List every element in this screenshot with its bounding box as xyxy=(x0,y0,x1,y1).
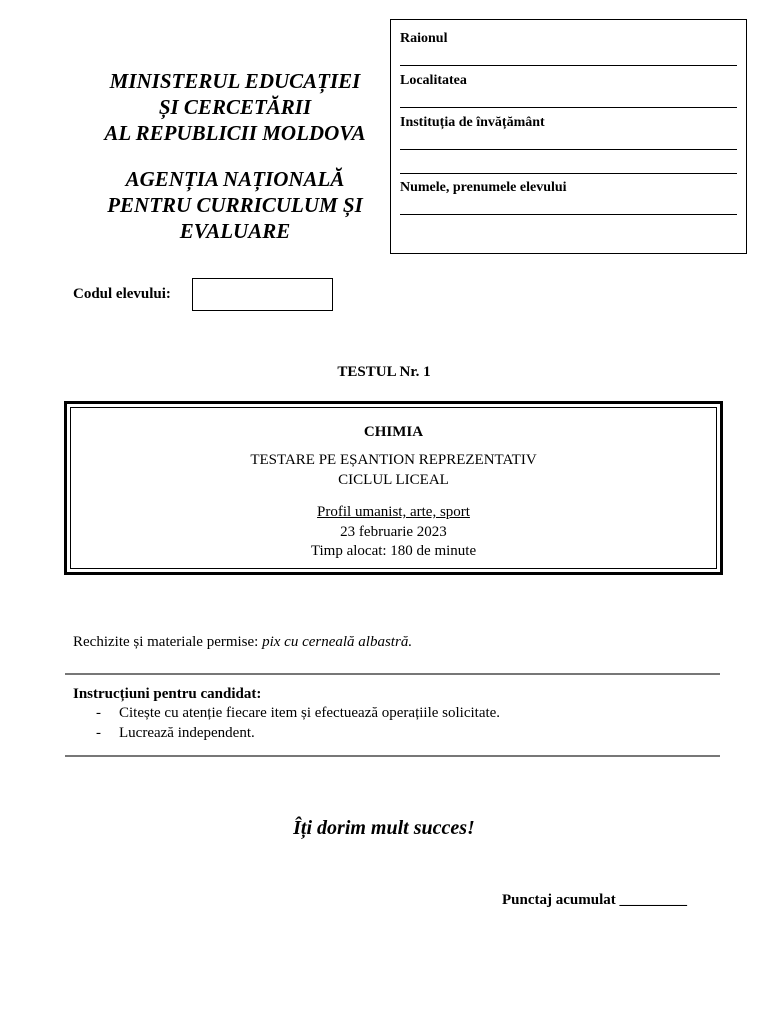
instructions-title: Instrucțiuni pentru candidat: xyxy=(73,686,262,702)
localitatea-label: Localitatea xyxy=(400,73,467,88)
ministry-line-2: ȘI CERCETĂRII xyxy=(158,95,312,119)
student-code-label: Codul elevului: xyxy=(73,286,171,302)
institutia-label: Instituția de învățământ xyxy=(400,115,545,130)
raionul-label: Raionul xyxy=(400,31,448,46)
instruction-text: Citește cu atenție fiecare item și efectuează operațiile solicitate. xyxy=(119,705,501,721)
materials-line xyxy=(73,634,412,651)
test-type-line-1: TESTARE PE EȘANTION REPREZENTATIV xyxy=(250,452,537,468)
instructions-section xyxy=(73,686,500,743)
divider-top xyxy=(65,673,720,675)
test-number: TESTUL Nr. 1 xyxy=(337,364,431,380)
subject-title: CHIMIA xyxy=(363,424,424,440)
raionul-field[interactable] xyxy=(400,65,737,66)
student-code-input[interactable] xyxy=(192,278,333,311)
instructions-list xyxy=(73,703,500,743)
student-info-box xyxy=(390,19,747,254)
issuer-header xyxy=(70,68,400,244)
ministry-line-1: MINISTERUL EDUCAȚIEI xyxy=(109,69,361,93)
agency-line-3: EVALUARE xyxy=(179,219,291,243)
instruction-text: Lucrează independent. xyxy=(119,725,255,741)
institutia-field-line-2[interactable] xyxy=(400,173,737,174)
materials-label: Rechizite și materiale permise: xyxy=(73,634,259,650)
bullet-dash: - xyxy=(96,705,101,721)
numele-label: Numele, prenumele elevului xyxy=(400,180,567,195)
ministry-line-3: AL REPUBLICII MOLDOVA xyxy=(104,121,366,145)
list-item xyxy=(73,723,500,743)
institutia-field-line-1[interactable] xyxy=(400,149,737,150)
bullet-dash: - xyxy=(96,725,101,741)
list-item xyxy=(73,703,500,723)
localitatea-field[interactable] xyxy=(400,107,737,108)
profile-text: Profil umanist, arte, sport xyxy=(317,504,470,520)
test-info-frame xyxy=(64,401,723,575)
agency-line-1: AGENȚIA NAȚIONALĂ xyxy=(125,167,345,191)
materials-value: pix cu cerneală albastră. xyxy=(262,634,413,650)
time-allotted: Timp alocat: 180 de minute xyxy=(310,543,477,559)
agency-line-2: PENTRU CURRICULUM ȘI xyxy=(107,193,363,217)
test-type-line-2: CICLUL LICEAL xyxy=(338,472,449,488)
numele-field[interactable] xyxy=(400,214,737,215)
profile-line xyxy=(71,504,716,521)
divider-bottom xyxy=(65,755,720,757)
score-field[interactable]: Punctaj acumulat _________ xyxy=(502,892,687,908)
test-date: 23 februarie 2023 xyxy=(340,524,447,540)
good-luck-message: Îți dorim mult succes! xyxy=(293,817,475,839)
